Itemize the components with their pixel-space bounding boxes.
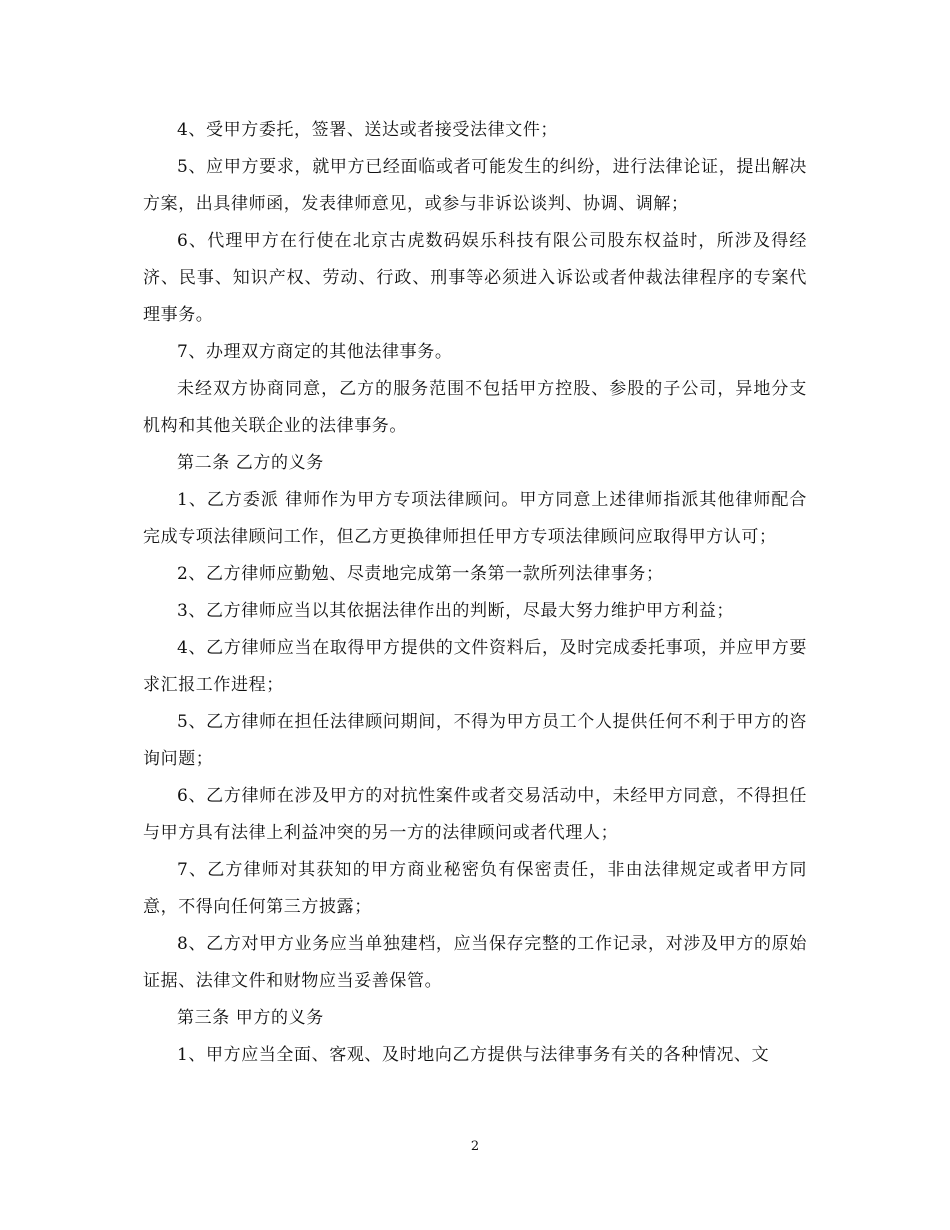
article-2-item-2: 2、乙方律师应勤勉、尽责地完成第一条第一款所列法律事务； [177, 564, 664, 584]
article-3-heading: 第三条 甲方的义务 [177, 1008, 324, 1028]
article-2-item-3: 3、乙方律师应当以其依据法律作出的判断，尽最大努力维护甲方利益； [177, 601, 735, 621]
clause-item-5-legal-argument: 5、应甲方要求，就甲方已经面临或者可能发生的纠纷，进行法律论证，提出解决方案，出具律师函，发表律师意见，或参与非诉讼谈判、协调、调解； [143, 157, 807, 214]
article-2-item-4: 4、乙方律师应当在取得甲方提供的文件资料后，及时完成委托事项，并应甲方要求汇报工作进程； [143, 638, 807, 695]
clause-item-4-sign-documents: 4、受甲方委托，签署、送达或者接受法律文件； [177, 120, 559, 140]
article-2-item-7: 7、乙方律师对其获知的甲方商业秘密负有保密责任，非由法律规定或者甲方同意，不得向任何第三方披露； [143, 860, 807, 917]
clause-item-7-other-affairs: 7、办理双方商定的其他法律事务。 [177, 342, 453, 362]
service-scope-exclusion: 未经双方协商同意，乙方的服务范围不包括甲方控股、参股的子公司，异地分支机构和其他关联企业的法律事务。 [143, 379, 807, 436]
article-2-item-6: 6、乙方律师在涉及甲方的对抗性案件或者交易活动中，未经甲方同意，不得担任与甲方具有法律上利益冲突的另一方的法律顾问或者代理人； [143, 786, 807, 843]
page-number: 2 [470, 1139, 480, 1154]
article-2-item-5: 5、乙方律师在担任法律顾问期间，不得为甲方员工个人提供任何不利于甲方的咨询问题； [143, 712, 807, 769]
article-3-item-1: 1、甲方应当全面、客观、及时地向乙方提供与法律事务有关的各种情况、文 [177, 1045, 770, 1065]
clause-item-6-case-agency: 6、代理甲方在行使在北京古虎数码娱乐科技有限公司股东权益时，所涉及得经济、民事、知识产权、劳动、行政、刑事等必须进入诉讼或者仲裁法律程序的专案代理事务。 [143, 231, 807, 325]
document-body [143, 112, 807, 1074]
article-2-heading: 第二条 乙方的义务 [177, 453, 324, 473]
article-2-item-8: 8、乙方对甲方业务应当单独建档，应当保存完整的工作记录，对涉及甲方的原始证据、法律文件和财物应当妥善保管。 [143, 934, 807, 991]
article-2-item-1: 1、乙方委派 律师作为甲方专项法律顾问。甲方同意上述律师指派其他律师配合完成专项法律顾问工作，但乙方更换律师担任甲方专项法律顾问应取得甲方认可； [143, 490, 807, 547]
